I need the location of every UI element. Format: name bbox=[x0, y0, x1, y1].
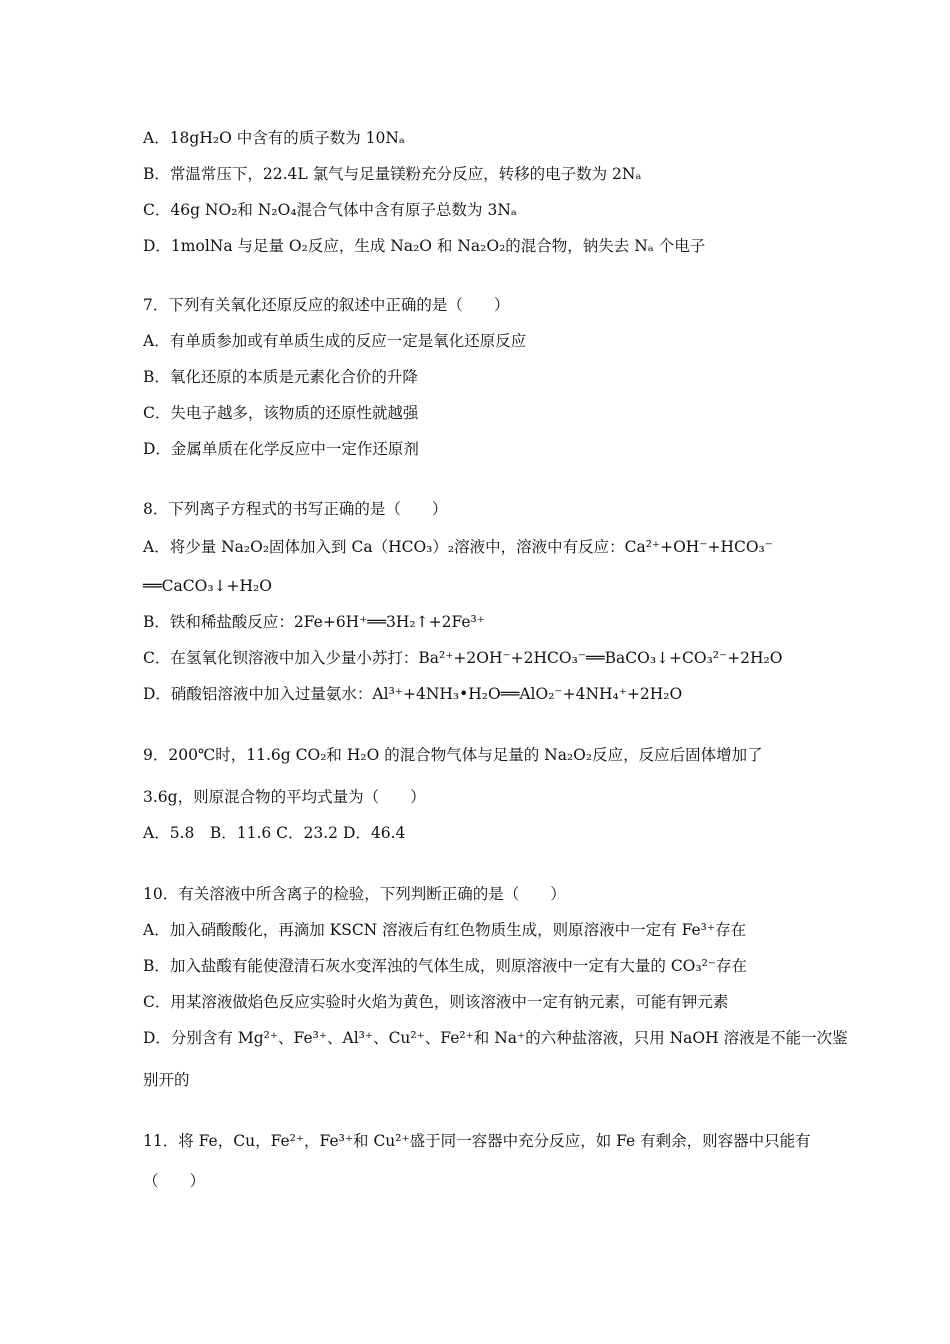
q6-option-a: A．18gH₂O 中含有的质子数为 10Nₐ bbox=[143, 129, 405, 147]
q10-option-a: A．加入硝酸酸化，再滴加 KSCN 溶液后有红色物质生成，则原溶液中一定有 Fe³⁺存在 bbox=[143, 921, 747, 939]
q7-option-d: D．金属单质在化学反应中一定作还原剂 bbox=[143, 440, 419, 458]
q7-option-b: B．氧化还原的本质是元素化合价的升降 bbox=[143, 368, 418, 386]
q8-stem: 8．下列离子方程式的书写正确的是（ ） bbox=[143, 500, 448, 518]
q8-option-a-continued: ══CaCO₃↓+H₂O bbox=[143, 577, 272, 595]
q10-option-b: B．加入盐酸有能使澄清石灰水变浑浊的气体生成，则原溶液中一定有大量的 CO₃²⁻存在 bbox=[143, 957, 747, 975]
q8-option-c: C．在氢氧化钡溶液中加入少量小苏打：Ba²⁺+2OH⁻+2HCO₃⁻══BaCO₃↓+CO₃²⁻+2H₂O bbox=[143, 649, 783, 667]
q11-stem-continued: （ ） bbox=[143, 1172, 206, 1190]
q7-option-a: A．有单质参加或有单质生成的反应一定是氧化还原反应 bbox=[143, 332, 527, 350]
q7-option-c: C．失电子越多，该物质的还原性就越强 bbox=[143, 404, 419, 422]
q8-option-d: D．硝酸铝溶液中加入过量氨水：Al³⁺+4NH₃•H₂O══AlO₂⁻+4NH₄⁺+2H₂O bbox=[143, 685, 683, 703]
q7-stem: 7．下列有关氧化还原反应的叙述中正确的是（ ） bbox=[143, 296, 510, 314]
q11-stem: 11．将 Fe，Cu，Fe²⁺，Fe³⁺和 Cu²⁺盛于同一容器中充分反应，如 Fe 有剩余，则容器中只能有 bbox=[143, 1132, 811, 1150]
q8-option-a: A．将少量 Na₂O₂固体加入到 Ca（HCO₃）₂溶液中，溶液中有反应：Ca²⁺+OH⁻+HCO₃⁻ bbox=[143, 538, 773, 556]
q10-option-d-continued: 别开的 bbox=[143, 1071, 190, 1089]
q9-stem-continued: 3.6g，则原混合物的平均式量为（ ） bbox=[143, 788, 426, 806]
q9-options: A．5.8 B．11.6 C．23.2 D．46.4 bbox=[143, 824, 406, 842]
q9-stem: 9．200℃时，11.6g CO₂和 H₂O 的混合物气体与足量的 Na₂O₂反应，反应后固体增加了 bbox=[143, 746, 763, 764]
q10-stem: 10．有关溶液中所含离子的检验，下列判断正确的是（ ） bbox=[143, 885, 566, 903]
q8-option-b: B．铁和稀盐酸反应：2Fe+6H⁺══3H₂↑+2Fe³⁺ bbox=[143, 613, 485, 631]
q6-option-b: B．常温常压下，22.4L 氯气与足量镁粉充分反应，转移的电子数为 2Nₐ bbox=[143, 165, 642, 183]
q10-option-d: D．分别含有 Mg²⁺、Fe³⁺、Al³⁺、Cu²⁺、Fe²⁺和 Na⁺的六种盐溶液，只用 NaOH 溶液是不能一次鉴 bbox=[143, 1029, 848, 1047]
q10-option-c: C．用某溶液做焰色反应实验时火焰为黄色，则该溶液中一定有钠元素，可能有钾元素 bbox=[143, 993, 729, 1011]
q6-option-c: C．46g NO₂和 N₂O₄混合气体中含有原子总数为 3Nₐ bbox=[143, 201, 517, 219]
q6-option-d: D．1molNa 与足量 O₂反应，生成 Na₂O 和 Na₂O₂的混合物，钠失去 Nₐ 个电子 bbox=[143, 237, 706, 255]
